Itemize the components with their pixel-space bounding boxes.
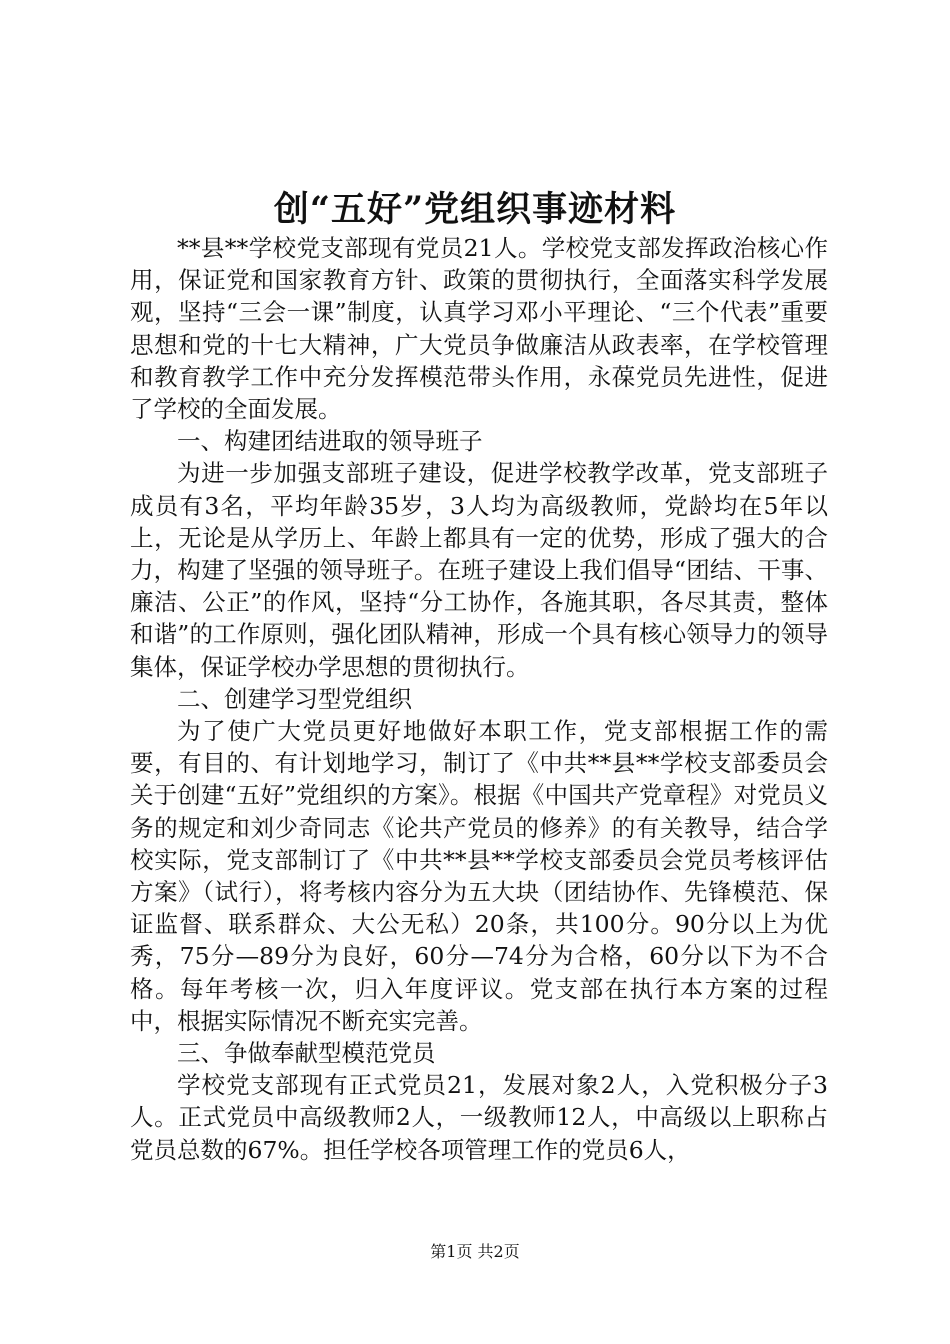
paragraph-intro: **县**学校党支部现有党员21人。学校党支部发挥政治核心作用，保证党和国家教育方针、政策的贯彻执行，全面落实科学发展观，坚持“三会一课”制度，认真学习邓小平理论、“三个代表”重要思想和党的十七大精神，广大党员争做廉洁从政表率，在学校管理和教育教学工作中充分发挥模范带头作用，永葆党员先进性，促进了学校的全面发展。 <box>130 234 828 424</box>
paragraph-section-1: 为进一步加强支部班子建设，促进学校教学改革，党支部班子成员有3名，平均年龄35岁，3人均为高级教师，党龄均在5年以上，无论是从学历上、年龄上都具有一定的优势，形成了强大的合力，构建了坚强的领导班子。在班子建设上我们倡导“团结、干事、廉洁、公正”的作风，坚持“分工协作，各施其职，各尽其责，整体和谐”的工作原则，强化团队精神，形成一个具有核心领导力的领导集体，保证学校办学思想的贯彻执行。 <box>130 459 828 681</box>
paragraph-section-2: 为了使广大党员更好地做好本职工作，党支部根据工作的需要，有目的、有计划地学习，制订了《中共**县**学校支部委员会关于创建“五好”党组织的方案》。根据《中国共产党章程》对党员义务的规定和刘少奇同志《论共产党员的修养》的有关教导，结合学校实际，党支部制订了《中共**县**学校支部委员会党员考核评估方案》（试行），将考核内容分为五大块（团结协作、先锋模范、保证监督、联系群众、大公无私）20条，共100分。90分以上为优秀，75分—89分为良好，60分—74分为合格，60分以下为不合格。每年考核一次，归入年度评议。党支部在执行本方案的过程中，根据实际情况不断充实完善。 <box>130 717 828 1035</box>
page-footer: 第1页 共2页 <box>430 1242 520 1261</box>
section-heading-1: 一、构建团结进取的领导班子 <box>177 427 483 456</box>
document-body <box>130 232 828 1166</box>
section-heading-2: 二、创建学习型党组织 <box>177 684 412 713</box>
paragraph-section-3: 学校党支部现有正式党员21，发展对象2人，入党积极分子3人。正式党员中高级教师2人，一级教师12人，中高级以上职称占党员总数的67%。担任学校各项管理工作的党员6人， <box>130 1071 828 1164</box>
document-title: 创“五好”党组织事迹材料 <box>273 189 677 230</box>
section-heading-3: 三、争做奉献型模范党员 <box>177 1039 436 1068</box>
